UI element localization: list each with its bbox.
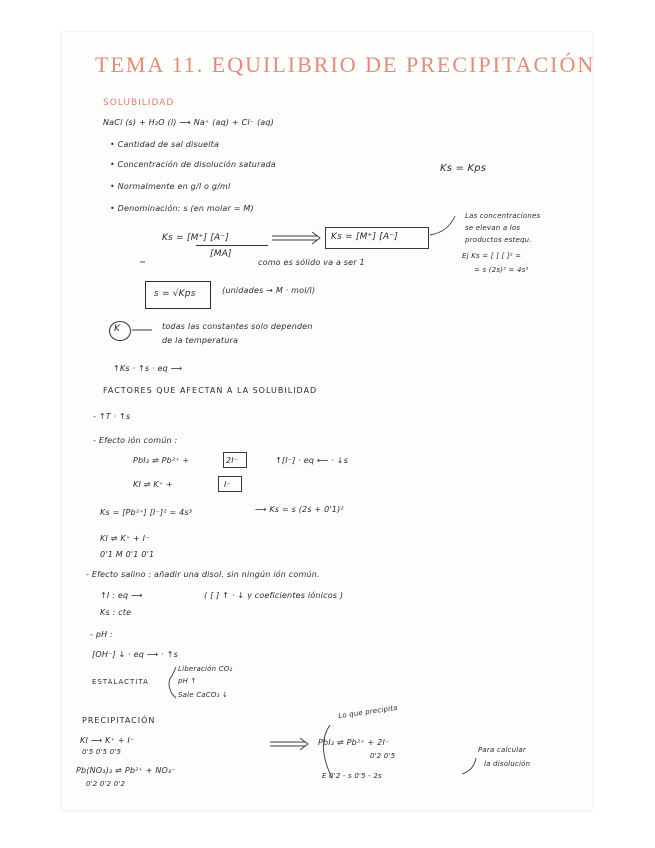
factor-efecto-salino: - Efecto salino : añadir una disol. sin ningún ión común. — [86, 570, 320, 579]
precip-bracket — [323, 725, 332, 778]
factor-temperature: - ↑T · ↑s — [93, 412, 131, 421]
k-symbol: K — [114, 324, 121, 334]
estalactita-1: Liberación CO₂ — [178, 665, 233, 673]
s-formula: s = √Kps — [154, 289, 196, 299]
precip-ki-conc: 0'5 0'5 0'5 — [82, 748, 122, 756]
ki-dissociation: KI ⇌ K⁺ + I⁻ — [100, 534, 150, 543]
calc-arrow — [462, 758, 476, 774]
ks-expression-2: ⟶ Ks = s (2s + 0'1)² — [255, 505, 344, 514]
ks-definition: Ks = [M⁺] [A⁻] — [162, 233, 229, 243]
pbi2-equilibrium: PbI₂ ⇌ Pb²⁺ + — [133, 456, 190, 465]
dissolution-reaction: NaCl (s) + H₂O (l) ⟶ Na⁺ (aq) + Cl⁻ (aq) — [103, 118, 274, 127]
factor-ph: - pH : — [90, 630, 113, 639]
k-note-2: de la temperatura — [162, 336, 239, 345]
precip-ki-line: KI ⟶ K⁺ + I⁻ — [80, 736, 135, 745]
pbi2-shift: ↑[I⁻] · eq ⟵ · ↓s — [275, 456, 349, 465]
equilibrium-shift: ↑Ks · ↑s · eq ⟶ — [113, 364, 183, 373]
estalactita-brace — [169, 667, 176, 698]
ks-expression: Ks = [Pb²⁺] [I⁻]² = 4s³ — [100, 508, 193, 517]
side-note-arrow — [430, 216, 455, 235]
ks-denominator: [MA] — [210, 249, 232, 259]
page-title: TEMA 11. EQUILIBRIO DE PRECIPITACIÓN — [95, 52, 596, 77]
salino-line-2: ↑I : eq ⟶ — [100, 591, 143, 600]
ki-equilibrium: KI ⇌ K⁺ + — [133, 480, 173, 489]
s-units: (unidades → M · mol/l) — [222, 286, 316, 295]
side-note-2: se elevan a los — [465, 224, 521, 232]
calc-note-1: Para calcular — [478, 746, 526, 754]
side-example-result: = s (2s)² = 4s³ — [474, 266, 529, 274]
side-example: Ej Ks = [ ] [ ]² = — [462, 252, 522, 260]
bullet-3: • Normalmente en g/l o g/ml — [110, 182, 231, 191]
section-heading-solubilidad: SOLUBILIDAD — [103, 98, 175, 108]
estalactita-3: Sale CaCO₃ ↓ — [178, 691, 229, 699]
k-note-1: todas las constantes solo dependen — [162, 322, 313, 331]
ki-concentrations: 0'1 M 0'1 0'1 — [100, 550, 155, 559]
lo-que-precipita: Lo que precipita — [337, 703, 399, 721]
section-heading-factores: FACTORES QUE AFECTAN A LA SOLUBILIDAD — [103, 386, 318, 395]
precip-pbi2-eq: E 0'2 - s 0'5 - 2s — [322, 772, 382, 780]
precip-pb-line: Pb(NO₃)₂ ⇌ Pb²⁺ + NO₃⁻ — [76, 766, 176, 775]
bullet-4: • Denominación: s (en molar = M) — [110, 204, 254, 213]
bullet-2: • Concentración de disolución saturada — [110, 160, 277, 169]
precip-pbi2: PbI₂ ⇌ Pb²⁺ + 2I⁻ — [318, 738, 390, 747]
section-heading-precipitacion: PRECIPITACIÓN — [82, 716, 156, 725]
estalactita-2: pH ↑ — [178, 677, 197, 685]
ks-note: como es sólido va a ser 1 — [258, 258, 365, 267]
estalactita-label: ESTALACTITA — [92, 678, 149, 686]
i-ion-2: I⁻ — [224, 480, 231, 489]
ph-line: [OH⁻] ↓ · eq ⟶ · ↑s — [92, 650, 178, 659]
bullet-1: • Cantidad de sal disuelta — [110, 140, 220, 149]
salino-note: ( [ ] ↑ · ↓ γ coeficientes iónicos ) — [204, 591, 344, 600]
precip-pbi2-conc: 0'2 0'5 — [370, 752, 396, 760]
salino-line-3: Ks : cte — [100, 608, 132, 617]
ks-definition-boxed: Ks = [M⁺] [A⁻] — [331, 232, 398, 242]
side-note-1: Las concentraciones — [465, 212, 541, 220]
calc-note-2: la disolución — [484, 760, 531, 768]
implies-arrow-ks — [272, 232, 320, 244]
precip-pb-conc: 0'2 0'2 0'2 — [86, 780, 126, 788]
side-note-3: productos estequ. — [465, 236, 532, 244]
ks-equals-kps: Ks = Kps — [440, 163, 487, 174]
factor-ion-comun: - Efecto ión común : — [93, 436, 178, 445]
implies-arrow-precip — [270, 738, 308, 750]
i-ion-1: 2I⁻ — [226, 456, 239, 465]
